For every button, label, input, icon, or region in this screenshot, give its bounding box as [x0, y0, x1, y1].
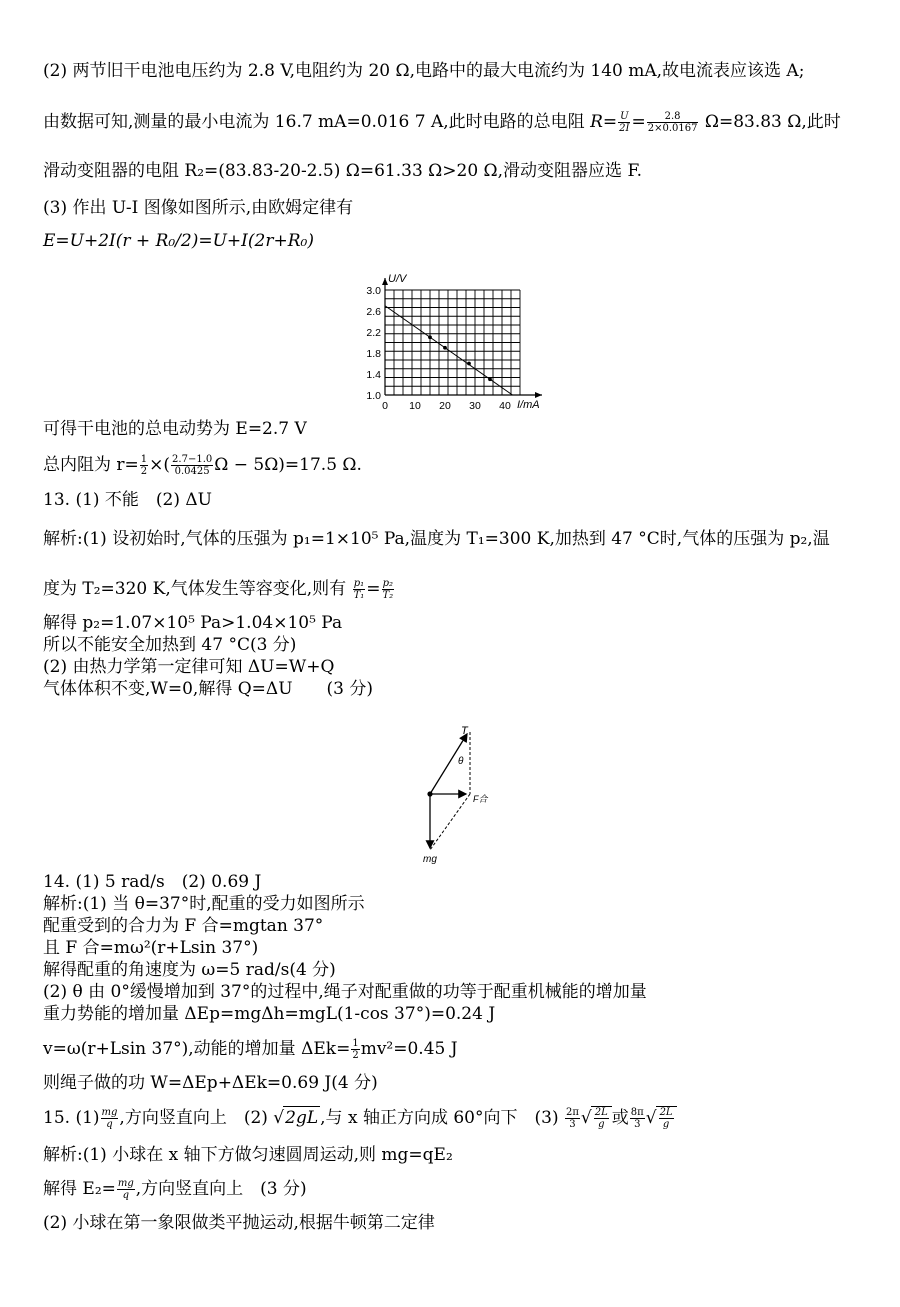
text-line: 由数据可知,测量的最小电流为 16.7 mA=0.016 7 A,此时电路的总电阻 R= $\frac{U}{2I}$ = $\frac{2.8}{2\times 0.0167}$ Ω=83.83 Ω,此时 — [43, 111, 841, 134]
text-line: (2) θ 由 0°缓慢增加到 37°的过程中,绳子对配重做的功等于配重机械能的增加量 — [43, 982, 647, 1002]
text-line: (3) 作出 U-I 图像如图所示,由欧姆定律有 — [43, 198, 354, 218]
text-line: 配重受到的合力为 F 合=mgtan 37° — [43, 916, 324, 936]
text-line: (2) 小球在第一象限做类平抛运动,根据牛顿第二定律 — [43, 1213, 435, 1233]
force-diagram — [415, 722, 500, 867]
fraction: $\frac{2L}{g}$ — [659, 1107, 673, 1130]
text-line: 14. (1) 5 rad/s (2) 0.69 J — [43, 872, 262, 892]
fraction: $\frac{mg}{q}$ — [117, 1178, 134, 1201]
formula-line: E=U+2I(r + R₀/2)=U+I(2r+R₀) — [43, 231, 314, 251]
text-line: 解得 p₂=1.07×10⁵ Pa>1.04×10⁵ Pa — [43, 613, 343, 633]
x-tick-label: 30 — [469, 400, 481, 412]
text-line: 15. (1) $\frac{mg}{q}$ ,方向竖直向上 (2) √2gL ,与 x 轴正方向成 60°向下 (3) $\frac{2\pi}{3}$ √ $\frac{2L}{g}$ 或 $\frac{8\pi}{3}$ √ $\frac{2L}{g}$ — [43, 1106, 677, 1130]
data-point — [467, 362, 471, 366]
fraction: $\frac{U}{2I}$ — [619, 111, 630, 134]
net-force-label: F合 — [473, 794, 488, 804]
text-line: 且 F 合=mω²(r+Lsin 37°) — [43, 938, 259, 958]
y-tick-label: 1.0 — [366, 390, 381, 402]
text-line: 气体体积不变,W=0,解得 Q=ΔU (3 分) — [43, 679, 374, 699]
fraction: $\frac{8\pi}{3}$ — [630, 1107, 644, 1130]
x-tick-label: 40 — [499, 400, 511, 412]
text-line: 总内阻为 r= $\frac{1}{2}$ ×( $\frac{2.7-1.0}{0.0425}$ Ω − 5Ω)=17.5 Ω. — [43, 454, 362, 477]
text-line: 解得配重的角速度为 ω=5 rad/s(4 分) — [43, 960, 336, 980]
y-tick-label: 1.8 — [366, 348, 381, 360]
text-line: 滑动变阻器的电阻 R₂=(83.83-20-2.5) Ω=61.33 Ω>20 Ω,滑动变阻器应选 F. — [43, 161, 642, 181]
x-tick-label: 0 — [382, 400, 388, 412]
gravity-label: mg — [423, 854, 437, 865]
data-point — [443, 346, 447, 350]
x-tick-label: 10 — [409, 400, 421, 412]
fraction: $\frac{\text{p₂}}{\text{T₂}}$ — [382, 578, 394, 601]
tension-label: T — [461, 725, 468, 737]
text-line: 所以不能安全加热到 47 °C(3 分) — [43, 635, 297, 655]
fraction: $\frac{2L}{g}$ — [594, 1107, 608, 1130]
fraction: $\frac{2.8}{2\times 0.0167}$ — [647, 111, 698, 134]
text-line: 解析:(1) 当 θ=37°时,配重的受力如图所示 — [43, 894, 365, 914]
fraction: $\frac{1}{2}$ — [140, 454, 148, 477]
y-tick-label: 2.6 — [366, 306, 381, 318]
text-line: 解得 E₂= $\frac{mg}{q}$ ,方向竖直向上 (3 分) — [43, 1178, 307, 1201]
fraction: $\frac{2.7-1.0}{0.0425}$ — [172, 454, 213, 477]
angle-label: θ — [458, 756, 464, 767]
x-tick-label: 20 — [439, 400, 451, 412]
text-line: (2) 两节旧干电池电压约为 2.8 V,电阻约为 20 Ω,电路中的最大电流约为 140 mA,故电流表应该选 A; — [43, 61, 805, 81]
fraction: $\frac{mg}{q}$ — [101, 1107, 118, 1130]
data-point — [488, 377, 492, 381]
text-line: v=ω(r+Lsin 37°),动能的增加量 ΔEk= $\frac{1}{2}$ mv²=0.45 J — [43, 1038, 458, 1061]
text-line: 解析:(1) 设初始时,气体的压强为 p₁=1×10⁵ Pa,温度为 T₁=300 K,加热到 47 °C时,气体的压强为 p₂,温 — [43, 529, 830, 549]
fraction: $\frac{2\pi}{3}$ — [565, 1107, 579, 1130]
text-line: 13. (1) 不能 (2) ΔU — [43, 490, 213, 510]
u-i-graph — [355, 268, 555, 413]
y-tick-label: 1.4 — [366, 369, 381, 381]
text-line: (2) 由热力学第一定律可知 ΔU=W+Q — [43, 657, 335, 677]
text-line: 度为 T₂=320 K,气体发生等容变化,则有 $\frac{\text{p₁}}{\text{T₁}}$ = $\frac{\text{p₂}}{\text{T₂}}$ — [43, 578, 394, 601]
text-line: 则绳子做的功 W=ΔEp+ΔEk=0.69 J(4 分) — [43, 1073, 378, 1093]
y-tick-label: 3.0 — [366, 285, 381, 297]
text-line: 解析:(1) 小球在 x 轴下方做匀速圆周运动,则 mg=qE₂ — [43, 1145, 453, 1165]
fraction: $\frac{\text{p₁}}{\text{T₁}}$ — [353, 578, 365, 601]
sqrt-expression: 2gL — [285, 1108, 319, 1128]
x-axis-label: I/mA — [517, 399, 540, 411]
y-tick-label: 2.2 — [366, 327, 381, 339]
fraction: $\frac{1}{2}$ — [352, 1038, 359, 1061]
x-axis-arrow — [535, 392, 542, 398]
y-axis-label: U/V — [388, 273, 407, 285]
data-point — [428, 335, 432, 339]
text-line: 重力势能的增加量 ΔEp=mgΔh=mgL(1-cos 37°)=0.24 J — [43, 1004, 496, 1024]
text-line: 可得干电池的总电动势为 E=2.7 V — [43, 419, 307, 439]
